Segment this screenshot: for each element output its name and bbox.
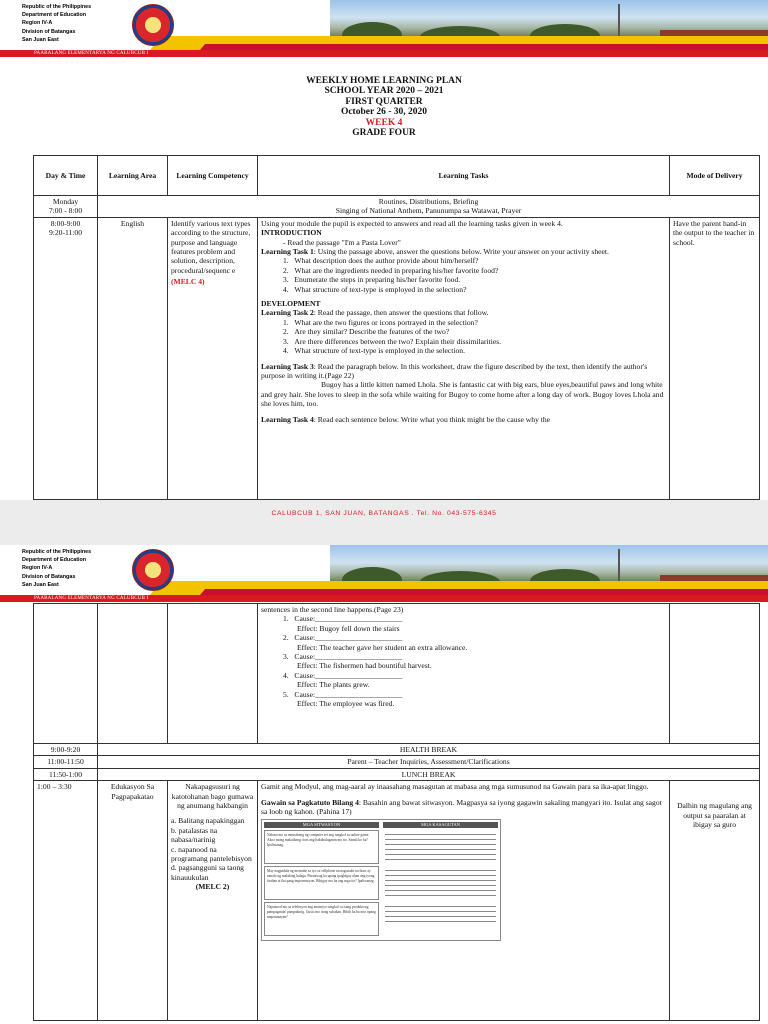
competency-item: d. pagsangguni sa taong kinauukulan — [171, 863, 244, 882]
gov-line: Region IV-A — [22, 565, 53, 572]
effect-line: Effect: The employee was fired. — [297, 699, 395, 709]
competency-text: Nakapagsusuri ng katotohanan bago gumawa ng anumang hakbangin — [171, 782, 254, 811]
melc-label: (MELC 4) — [171, 277, 205, 287]
day-label: Monday — [52, 197, 79, 206]
melc-label: (MELC 2) — [195, 882, 230, 892]
lunch-break: LUNCH BREAK — [98, 768, 760, 780]
list-item-text: What structure of text-type is employed in the selection? — [294, 284, 467, 294]
cause-line: 3. Cause:_______________________ — [283, 652, 403, 662]
effect-line: Effect: The plants grew. — [297, 680, 370, 690]
deped-seal-icon — [132, 4, 174, 46]
table-row — [34, 768, 760, 780]
time-label: 11:00-11:50 — [34, 756, 98, 768]
footer-address: CALUBCUB 1, SAN JUAN, BATANGAS . Tel. No. 043-575-6345 — [271, 510, 497, 517]
banner-left — [0, 0, 400, 50]
task-text: : Read each sentence below. Write what you think might be the cause why the — [313, 414, 551, 424]
health-break: HEALTH BREAK — [98, 744, 760, 756]
worksheet-situation: Napanood mo sa telebisyon ang anunsiyo tungkol sa isang produktong pampaganda/ pampakinig. Gusto mo itong subukan. Bibili ka ba nito upang mapatunayan? — [264, 902, 379, 936]
worksheet-situations — [264, 822, 379, 938]
task-text: : Using the passage above, answer the questions below. Write your answer on your activity sheet. — [313, 247, 609, 257]
learning-plan-table-continued — [33, 603, 760, 1021]
gov-line: Region IV-A — [22, 20, 53, 27]
plan-titles — [0, 76, 768, 138]
list-item-text: Enumerate the steps in preparing his/her favorite food. — [294, 275, 461, 285]
week-label: WEEK 4 — [365, 117, 403, 128]
list-item: 1. What description does the author provide about him/herself? — [283, 256, 479, 266]
list-item: 2. What are the ingredients needed in preparing his/her favorite food? — [283, 265, 499, 275]
competency-cell — [168, 781, 258, 1021]
gov-line: Department of Education — [22, 12, 87, 19]
esp-intro: Gamit ang Modyul, ang mag-aaral ay inaasahang masagutan at mabasa ang mga sumusunod na Gawain para sa ika-apat linggo. — [261, 782, 649, 792]
worksheet-situation: May nagpadala ng mensahe sa iyo sa cellphone na nagsasabi na ikaw ay nanalo ng malaking halaga. Pinatawag ka upang ipagbigay alam ang iyong tirahan at iba pang impormasyon. Bibigay mo ba ang mga ito? Ipaliwanag. — [264, 866, 379, 900]
task-label: Learning Task 2 — [261, 308, 314, 318]
table-row — [34, 781, 760, 1021]
competency-text: Identify various text types according to the structure, purpose and language features problem and solution, description, procedural/sequenc e — [171, 218, 251, 275]
effect-line: Effect: The teacher gave her student an extra allowance. — [297, 642, 468, 652]
learning-tasks-cell — [258, 781, 670, 1021]
task-label: Gawain sa Pagkatuto Bilang 4 — [261, 797, 359, 807]
worksheet-image — [261, 819, 501, 941]
table-row — [34, 604, 760, 744]
development-heading: DEVELOPMENT — [261, 299, 321, 309]
header-mode-of-delivery: Mode of Delivery — [670, 156, 760, 196]
time-label: 8:00-9:00 — [50, 218, 81, 228]
routines-text: Routines, Distributions, Briefing — [378, 197, 479, 206]
worksheet-answers — [383, 822, 498, 938]
cause-line: 5. Cause:_______________________ — [283, 689, 403, 699]
task-text: : Read the paragraph below. In this worksheet, draw the figure described by the text, then identify the author's purpose in writing it.(Page 22) — [261, 361, 648, 380]
quarter: FIRST QUARTER — [345, 96, 423, 107]
delivery-cell: Dalhin ng magulang ang output sa paaralan at ibigay sa guro — [670, 781, 760, 1021]
header-learning-competency: Learning Competency — [168, 156, 258, 196]
task-label: Learning Task 1 — [261, 247, 314, 257]
banner-left — [0, 545, 400, 595]
deped-seal-icon — [132, 549, 174, 591]
effect-line: Effect: The fishermen had bountiful harvest. — [297, 661, 432, 671]
intro-read: - Read the passage "I'm a Pasta Lover" — [283, 237, 401, 247]
task-label: Learning Task 4 — [261, 414, 314, 424]
intro-heading: INTRODUCTION — [261, 228, 322, 238]
task-3 — [261, 362, 666, 381]
document-page-1 — [0, 0, 768, 500]
empty-cell — [670, 604, 760, 744]
gov-line: Division of Batangas — [22, 28, 76, 35]
table-header-row — [34, 156, 760, 196]
gov-line: Department of Education — [22, 557, 87, 564]
task-text: : Read the passage, then answer the questions that follow. — [313, 308, 489, 318]
worksheet-heading: MGA SITWASYON — [264, 822, 379, 828]
time-label: 9:00-9:20 — [34, 744, 98, 756]
table-row — [34, 196, 760, 218]
gov-line: San Juan East — [22, 581, 59, 588]
cause-label: Cause: — [294, 670, 316, 680]
learning-area-cell: English — [98, 217, 168, 499]
list-item: 3. Enumerate the steps in preparing his/her favorite food. — [283, 275, 461, 285]
cause-line: 1. Cause:_______________________ — [283, 614, 403, 624]
table-row — [34, 744, 760, 756]
empty-cell — [34, 604, 98, 744]
cause-label: Cause: — [294, 652, 316, 662]
list-item-text: What are the two figures or icons portrayed in the selection? — [294, 317, 478, 327]
worksheet-situation: Nabasa mo sa mensaheng ng computer set ang tungkol sa online game. Akoo mong makaibang ciras ang hakuhulaganin mo ito. Sanali ko ba? Ipaliwanag. — [264, 830, 379, 864]
day-time-cell — [34, 196, 98, 218]
page-gap — [0, 500, 768, 545]
list-item-text: What description does the author provide about him/herself? — [294, 256, 479, 266]
empty-cell — [98, 604, 168, 744]
competency-cell — [168, 217, 258, 499]
cause-line: 4. Cause:_______________________ — [283, 670, 403, 680]
school-year: SCHOOL YEAR 2020 – 2021 — [324, 86, 444, 97]
day-time-cell — [34, 217, 98, 499]
learning-area-cell: Edukasyon Sa Pagpapakatao — [98, 781, 168, 1021]
competency-item: c. napanood na programang pantelebisyon — [171, 844, 252, 864]
gov-line: Republic of the Philippines — [22, 549, 92, 555]
grade-label: GRADE FOUR — [352, 128, 416, 139]
intro-line: Using your module the pupil is expected to answers and read all the learning tasks given in week 4. — [261, 218, 563, 228]
time-label: 1:00 – 3:30 — [34, 781, 98, 1021]
list-item: 4. What structure of text-type is employed in the selection. — [283, 346, 465, 356]
table-row — [34, 756, 760, 768]
list-item-text: What structure of text-type is employed in the selection. — [294, 346, 465, 356]
list-item-text: Are there differences between the two? Explain their dissimilarities. — [294, 336, 502, 346]
date-range: October 26 - 30, 2020 — [340, 107, 428, 118]
cause-label: Cause: — [294, 614, 316, 624]
government-lines — [22, 3, 91, 44]
header-banner — [0, 545, 768, 601]
task-4 — [261, 415, 666, 424]
routines-cell — [98, 196, 760, 218]
cause-effect-cell — [258, 604, 670, 744]
effect-line: Effect: Bugoy fell down the stairs — [297, 623, 400, 633]
list-item: 4. What structure of text-type is employed in the selection? — [283, 284, 467, 294]
list-item: 1. What are the two figures or icons portrayed in the selection? — [283, 317, 478, 327]
gov-line: Republic of the Philippines — [22, 4, 92, 10]
document-page-2 — [0, 545, 768, 1024]
header-banner — [0, 0, 768, 56]
list-item: 2. Are they similar? Describe the features of the two? — [283, 327, 450, 337]
header-learning-area: Learning Area — [98, 156, 168, 196]
empty-cell — [168, 604, 258, 744]
learning-tasks-cell — [258, 217, 670, 499]
list-item: 3. Are there differences between the two? Explain their dissimilarities. — [283, 336, 502, 346]
header-learning-tasks: Learning Tasks — [258, 156, 670, 196]
government-lines — [22, 548, 91, 589]
task-2 — [261, 308, 666, 317]
learning-plan-table — [33, 155, 760, 500]
gawain-4 — [261, 798, 666, 817]
header-day-time: Day & Time — [34, 156, 98, 196]
competency-item: b. patalastas na nabasa/narinig — [171, 825, 218, 845]
task-1 — [261, 247, 666, 256]
worksheet-heading: MGA KASAGUTAN — [383, 822, 498, 828]
table-row — [34, 217, 760, 499]
time-label: 7:00 - 8:00 — [48, 206, 83, 216]
school-name-bar: PAARALANG ELEMENTARYA NG CALUBCUB I — [0, 595, 768, 602]
cause-label: Cause: — [294, 633, 316, 643]
gov-line: Division of Batangas — [22, 573, 76, 580]
list-item-text: Are they similar? Describe the features of the two? — [294, 327, 450, 337]
parent-teacher: Parent – Teacher Inquiries, Assessment/Clarifications — [98, 756, 760, 768]
task-3-paragraph: Bugoy has a little kitten named Lhola. She is fantastic cat with big ears, blue eyes,beautiful paws and long white and grey hair. She loves to sleep in the sofa while waiting for Bugoy to come home after a long day of work. Bugoy loves Lhola and she loves him, too. — [261, 380, 664, 409]
plan-title: WEEKLY HOME LEARNING PLAN — [306, 76, 462, 86]
school-name-bar: PAARALANG ELEMENTARYA NG CALUBCUB I — [0, 50, 768, 57]
delivery-cell: Have the parent hand-in the output to the teacher in school. — [670, 217, 760, 499]
cause-line: 2. Cause:_______________________ — [283, 633, 403, 643]
continuation-text: sentences in the second line happens.(Page 23) — [261, 605, 404, 614]
competency-item: a. Balitang napakinggan — [171, 816, 245, 826]
gov-line: San Juan East — [22, 36, 59, 43]
list-item-text: What are the ingredients needed in preparing his/her favorite food? — [294, 265, 499, 275]
time-label: 9:20-11:00 — [48, 228, 83, 238]
singing-text: Singing of National Anthem, Panunumpa sa Watawat, Prayer — [335, 206, 522, 216]
cause-label: Cause: — [294, 689, 316, 699]
time-label: 11:50-1:00 — [34, 768, 98, 780]
task-label: Learning Task 3 — [261, 361, 314, 371]
task-text: : Basahin ang bawat sitwasyon. Magpasya sa iyong gagawin sakaling mangyari ito. Isulat ang sagot sa loob ng kahon. (Pahina 17) — [261, 797, 662, 817]
